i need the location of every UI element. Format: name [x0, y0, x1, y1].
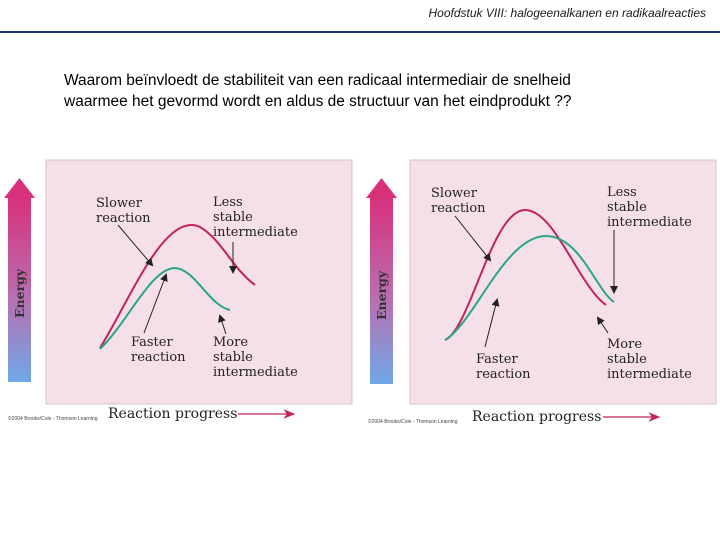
question-line-2: waarmee het gevormd wordt en aldus de structuur van het eindprodukt ?? — [64, 93, 572, 110]
slower-label-l1-left: Slower — [96, 196, 142, 211]
faster-label-l2-left: reaction — [131, 350, 186, 365]
faster-label-l1-left: Faster — [131, 335, 173, 350]
slower-label-l2-right: reaction — [431, 201, 486, 216]
less-stable-l3-left: intermediate — [213, 225, 298, 240]
less-stable-l3-right: intermediate — [607, 215, 692, 230]
more-stable-l1-left: More — [213, 335, 249, 350]
slower-label-l2-left: reaction — [96, 211, 151, 226]
diagram-right — [366, 160, 716, 425]
less-stable-l1-right: Less — [607, 185, 637, 200]
plot-panel-left — [46, 160, 352, 404]
energy-label-right: Energy — [374, 270, 389, 320]
xlabel-right: Reaction progress — [472, 409, 602, 425]
more-stable-l3-right: intermediate — [607, 367, 692, 382]
less-stable-l2-left: stable — [213, 210, 253, 225]
diagram-left — [4, 160, 352, 422]
xlabel-left: Reaction progress — [108, 406, 238, 422]
more-stable-l2-left: stable — [213, 350, 253, 365]
copyright-right: ©2004 Brooks/Cole - Thomson Learning — [368, 419, 458, 425]
slower-label-l1-right: Slower — [431, 186, 477, 201]
energy-label-left: Energy — [12, 268, 27, 318]
copyright-left: ©2004 Brooks/Cole - Thomson Learning — [8, 416, 98, 422]
less-stable-l2-right: stable — [607, 200, 647, 215]
chapter-header: Hoofdstuk VIII: halogeenalkanen en radikaalreacties — [428, 6, 706, 20]
question-line-1: Waarom beïnvloedt de stabiliteit van een radicaal intermediair de snelheid — [64, 72, 571, 89]
more-stable-l2-right: stable — [607, 352, 647, 367]
more-stable-l3-left: intermediate — [213, 365, 298, 380]
faster-label-l2-right: reaction — [476, 367, 531, 382]
faster-label-l1-right: Faster — [476, 352, 518, 367]
more-stable-l1-right: More — [607, 337, 643, 352]
less-stable-l1-left: Less — [213, 195, 243, 210]
